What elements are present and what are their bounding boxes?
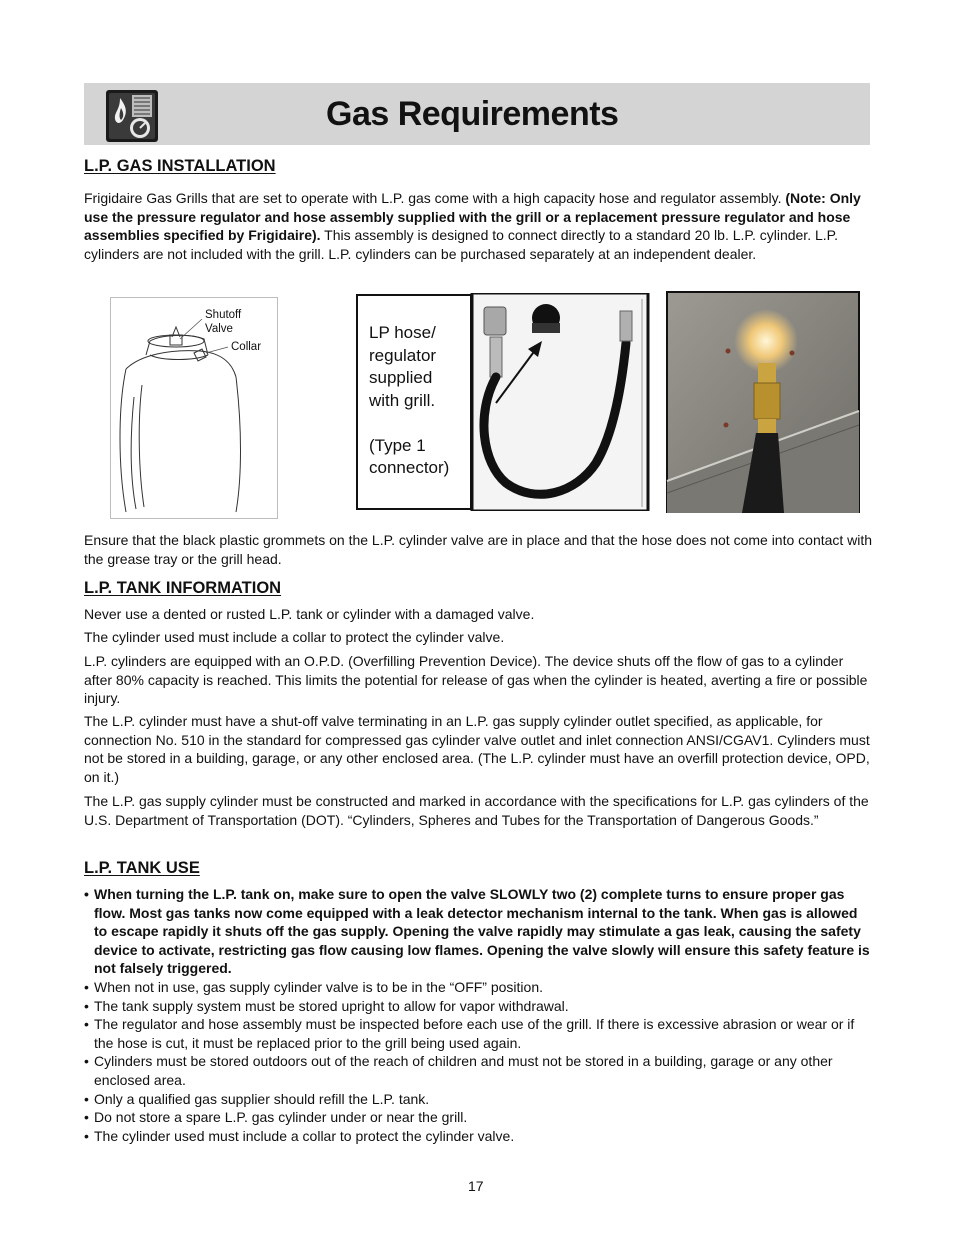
tank-use-list [84, 885, 874, 1145]
list-item: • Only a qualified gas supplier should refill the L.P. tank. [84, 1090, 874, 1109]
list-item: • Do not store a spare L.P. gas cylinder under or near the grill. [84, 1108, 874, 1127]
tank-info-paragraph: The cylinder used must include a collar to protect the cylinder valve. [84, 629, 505, 645]
hose-caption-line [369, 412, 469, 435]
hose-caption [369, 322, 469, 480]
section-heading-lp-tank-information: L.P. TANK INFORMATION [84, 579, 282, 597]
installation-text-rest: This assembly is designed to connect directly to a standard 20 lb. L.P. cylinder. L.P. cylinders are not included with the grill. L.P. cylinders can be purchased separately at an independent dealer. [84, 227, 839, 262]
tank-info-paragraph: The L.P. cylinder must have a shut-off valve terminating in an L.P. gas supply cylinder outlet specified, as applicable, for connection No. 510 in the standard for compressed gas cylinder valve outlet and inlet connection ANSI/CGAV1. Cylinders must not be stored in a building, garage, or any other enclosed area. (The L.P. cylinder must have an overfill protection device, OPD, on it.) [84, 713, 870, 785]
tank-label-collar: Collar [231, 341, 262, 353]
section-heading-lp-tank-use: L.P. TANK USE [84, 859, 200, 877]
hose-caption-line: regulator [369, 345, 437, 365]
connector-photo [666, 291, 860, 513]
list-item: • The cylinder used must include a collar to protect the cylinder valve. [84, 1127, 874, 1146]
tank-info-paragraph: Never use a dented or rusted L.P. tank or cylinder with a damaged valve. [84, 606, 535, 622]
list-item: • The tank supply system must be stored upright to allow for vapor withdrawal. [84, 997, 874, 1016]
section-heading-lp-gas-installation: L.P. GAS INSTALLATION [84, 157, 276, 175]
tank-label-shutoff-valve [205, 309, 241, 336]
list-item: • When not in use, gas supply cylinder valve is to be in the “OFF” position. [84, 978, 874, 997]
gas-flame-gauge-icon [106, 90, 158, 142]
page-title: Gas Requirements [326, 95, 619, 133]
hose-caption-line: with grill. [369, 390, 436, 410]
hose-caption-line: (Type 1 [369, 435, 426, 455]
list-item: • Cylinders must be stored outdoors out of the reach of children and must not be stored in a building, garage or any other enclosed area. [84, 1052, 874, 1089]
installation-paragraph [84, 189, 874, 263]
grommets-paragraph: Ensure that the black plastic grommets on the L.P. cylinder valve are in place and that the hose does not come into contact with the grease tray or the grill head. [84, 532, 873, 567]
tank-label-shutoff-line1: Shutoff [205, 309, 242, 321]
hose-caption-line: supplied [369, 368, 433, 387]
tank-diagram [110, 297, 278, 519]
installation-note-bold: (Note: Only use the pressure regulator and hose assembly supplied with the grill or a replacement pressure regulator and hose assemblies specified by Frigidaire). [84, 190, 861, 244]
hose-caption-line: connector) [369, 458, 450, 477]
list-item: • When turning the L.P. tank on, make sure to open the valve SLOWLY two (2) complete turns to ensure proper gas flow. Most gas tanks now come equipped with a leak detector mechanism internal to the tank. When gas is allowed to escape rapidly it shuts off the gas supply. Opening the valve rapidly may stimulate a gas leak, causing the safety device to activate, restricting gas flow causing low flames. Opening the valve slowly will ensure this safety feature is not falsely triggered. [84, 885, 874, 978]
tank-info-paragraph: L.P. cylinders are equipped with an O.P.D. (Overfilling Prevention Device). The device shuts off the flow of gas to a cylinder after 80% capacity is reached. This limits the potential for release of gas when the cylinder is heated, averting a fire or possible injury. [84, 653, 868, 707]
list-item: • The regulator and hose assembly must be inspected before each use of the grill. If there is excessive abrasion or wear or if the hose is cut, it must be replaced prior to the grill being used again. [84, 1015, 874, 1052]
installation-text-intro: Frigidaire Gas Grills that are set to operate with L.P. gas come with a high capacity hose and regulator assembly. [84, 190, 786, 206]
tank-info-paragraph: The L.P. gas supply cylinder must be constructed and marked in accordance with the specifications for L.P. gas cylinders of the U.S. Department of Transportation (DOT). “Cylinders, Spheres and Tubes for the Transportation of Dangerous Goods.” [84, 793, 869, 828]
hose-caption-line: LP hose/ [369, 323, 436, 342]
page-number: 17 [468, 1178, 484, 1194]
tank-label-shutoff-line2: Valve [205, 322, 233, 335]
